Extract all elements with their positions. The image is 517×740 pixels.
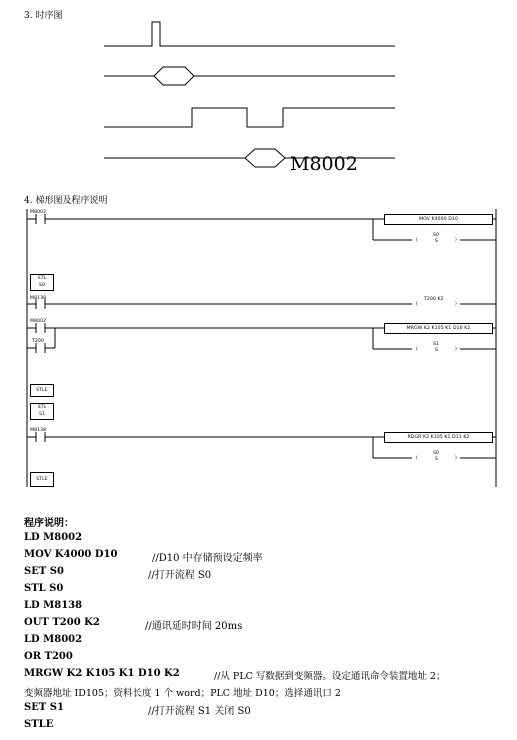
code-line: LD M8002 — [24, 634, 83, 645]
stle-label: STLE — [36, 477, 48, 482]
timer-coil-label: T200 K2 — [424, 297, 444, 302]
stl-label: STL — [37, 405, 47, 410]
instr-mrgw: MRGW K2 K105 K1 D10 K2 — [406, 326, 471, 331]
paren-open: ( — [416, 302, 418, 307]
stl-target: S0 — [38, 283, 46, 288]
description-heading-text: 程序说明： — [24, 518, 74, 529]
paren-open: ( — [416, 238, 418, 243]
paren-open: ( — [416, 347, 418, 352]
instr-rdgr: RDGR K2 K105 K1 D11 K2 — [407, 435, 470, 440]
code-comment: 变频器地址 ID105；资料长度 1 个 word；PLC 地址 D10；选择通讯口 2 — [24, 688, 341, 699]
ladder-heading: 4. 梯形图及程序说明 — [24, 196, 108, 206]
paren-close: ) — [455, 302, 457, 307]
contact-label-m8002: M8002 — [30, 319, 47, 324]
code-line: OR T200 — [24, 651, 73, 662]
timing-label: M8002 — [290, 153, 358, 175]
set-coil-s: S — [435, 239, 439, 244]
code-line: STLE — [24, 719, 54, 730]
code-comment: //通讯延时时间 20ms — [145, 621, 243, 632]
instr-box-mov — [384, 214, 493, 225]
code-line: SET S0 — [24, 566, 64, 577]
code-line: STL S0 — [24, 583, 64, 594]
set-coil-s: S — [435, 348, 439, 353]
code-line: LD M8002 — [24, 532, 83, 543]
code-line: SET S1 — [24, 702, 64, 713]
stl-box-s0 — [30, 274, 54, 291]
set-target-s0: S0 — [433, 451, 440, 456]
code-comment: //打开流程 S0 — [148, 570, 212, 581]
stl-box-s1 — [30, 403, 54, 420]
code-comment: //D10 中存储预设定频率 — [152, 553, 263, 564]
code-line: OUT T200 K2 — [24, 617, 100, 628]
instr-box-rdgr — [384, 432, 493, 443]
paren-close: ) — [455, 347, 457, 352]
contact-label-m8002: M8002 — [30, 210, 47, 215]
contact-label-m8138: M8138 — [30, 296, 47, 301]
instr-box-mrgw — [384, 323, 493, 334]
set-coil-s: S — [435, 457, 439, 462]
stle-label: STLE — [36, 388, 48, 393]
timing-heading: 3. 时序图 — [24, 11, 63, 21]
code-comment: //从 PLC 写数据到变频器。设定通讯命令装置地址 2； — [214, 671, 446, 682]
paren-open: ( — [416, 456, 418, 461]
paren-close: ) — [455, 238, 457, 243]
stle-box-2 — [30, 472, 54, 487]
code-line: LD M8138 — [24, 600, 83, 611]
code-line: MRGW K2 K105 K1 D10 K2 — [24, 668, 180, 679]
contact-label-m8138: M8138 — [30, 428, 47, 433]
stle-box-1 — [30, 384, 54, 397]
instr-mov: MOV K4000 D10 — [419, 217, 458, 222]
code-comment: //打开流程 S1 关闭 S0 — [148, 706, 251, 717]
paren-close: ) — [455, 456, 457, 461]
contact-label-t200: T200 — [32, 339, 44, 344]
stl-label: STL — [37, 276, 47, 281]
set-target-s1: S1 — [433, 342, 440, 347]
description-heading — [24, 514, 74, 529]
code-line: MOV K4000 D10 — [24, 549, 118, 560]
set-target-s0: S0 — [433, 233, 440, 238]
stl-target: S1 — [38, 412, 46, 417]
